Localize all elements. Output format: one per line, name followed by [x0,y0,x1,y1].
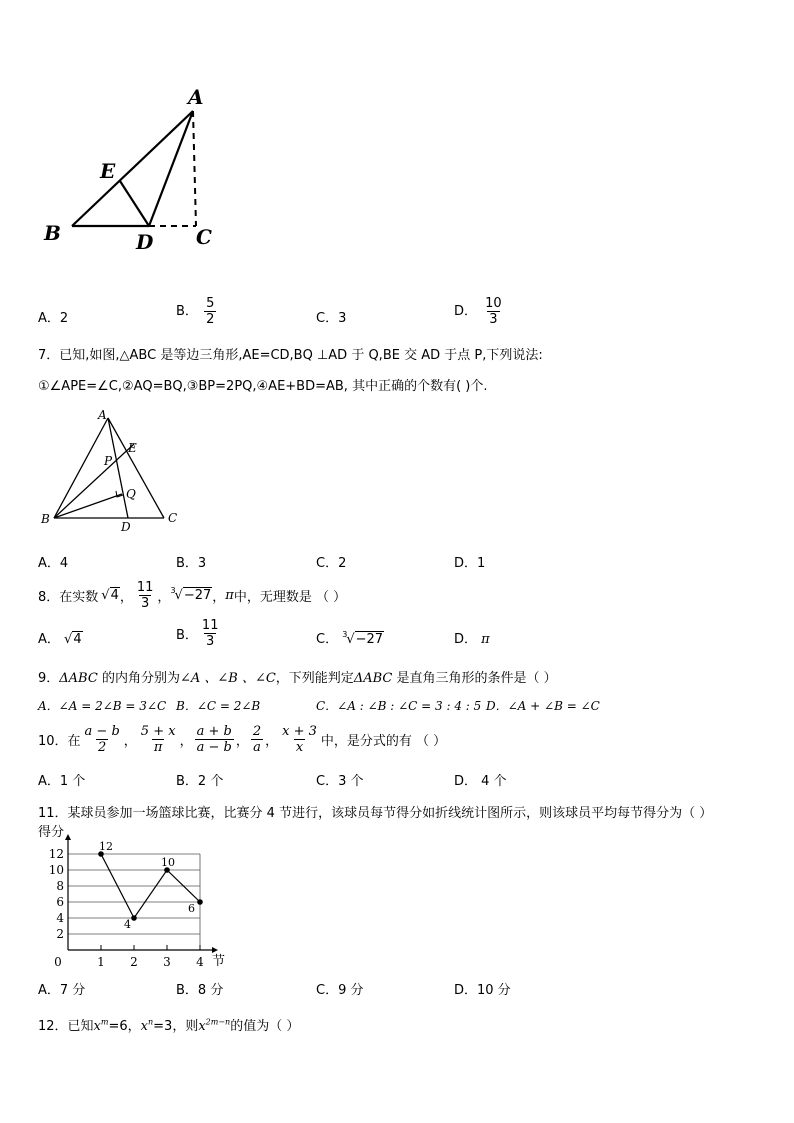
triangle-abc: ΔABC [353,671,393,686]
variable-x: x [93,1019,101,1034]
y-axis-arrow [65,834,71,840]
numerator: 11 [201,618,219,633]
q8-option-b[interactable] [176,618,222,649]
x-tick-label: 3 [163,955,171,969]
stem-text: =6， [108,1019,141,1034]
q11-stem: 11．某球员参加一场篮球比赛，比赛分 4 节进行，该球员每节得分如折线统计图所示，则该球员平均每节得分为（ ） [38,806,713,821]
y-tick-label: 10 [48,863,64,877]
q7-option-d[interactable]: D．1 [454,556,486,571]
x-axis-label: 节 [212,954,226,969]
line-chart [36,820,236,970]
x-tick-label: 1 [97,955,105,969]
fraction [204,296,216,327]
q11-option-c[interactable]: C．9 分 [316,983,364,998]
angles: ∠A 、∠B 、∠C [179,671,276,686]
data-point [197,899,203,905]
q8-stem [38,580,346,611]
stem-text: =3，则 [153,1019,199,1034]
option-prefix: B． [176,304,198,319]
option-prefix: A． [38,632,60,647]
label-c: C [196,225,212,249]
pi-symbol: π [225,588,234,603]
numerator: 5 + x [140,724,176,739]
numerator: 5 [206,296,215,311]
separator: ， [123,734,137,749]
option-value: 2 [59,311,69,326]
numerator: 11 [136,580,154,595]
numerator: a + b [196,724,232,739]
radicand: −27 [355,632,384,647]
q10-option-b[interactable]: B．2 个 [176,774,224,789]
fraction-11-3 [135,580,156,611]
numerator: 10 [485,296,502,311]
q8-option-d[interactable] [454,628,490,647]
label-p: P [104,454,113,468]
stem-suffix: 中，是分式的有 （ ） [320,734,447,749]
variable-x: x [140,1019,148,1034]
label-e: E [100,159,116,183]
data-label: 4 [124,918,131,931]
data-label: 12 [99,840,113,853]
option-prefix: C． [316,632,339,647]
separator: ， [235,734,249,749]
q8-option-c[interactable] [316,628,384,647]
q6-option-d[interactable] [454,296,506,327]
option-prefix: B． [176,628,198,643]
q9-option-a[interactable]: A．∠A = 2∠B = 3∠C [38,699,167,713]
label-d: D [136,230,154,254]
x-axis-arrow [212,947,218,953]
separator: ， [212,590,226,605]
data-label: 6 [188,902,195,915]
label-d: D [121,520,131,534]
radicand: 4 [110,588,119,603]
numerator: x + 3 [282,724,317,739]
radicand: 4 [73,632,82,647]
stem-text: 是直角三角形的条件是（ ） [392,671,557,686]
x-tick-label: 2 [130,955,138,969]
stem-suffix: 的值为（ ） [230,1019,300,1034]
q7-option-a[interactable]: A．4 [38,556,69,571]
numerator: 2 [252,724,262,739]
q6-option-c[interactable] [316,307,346,326]
separator: ， [179,734,193,749]
fraction-4 [251,724,263,755]
numerator: a − b [84,724,120,739]
q11-option-b[interactable]: B．8 分 [176,983,224,998]
label-c: C [168,511,178,525]
exponent: 2m−n [205,1017,231,1027]
stem-text: ，下列能判定 [275,671,354,686]
cbrt-neg27: $^3$√−27 [170,586,212,603]
label-a: A [188,85,204,109]
pi-symbol: π [481,632,490,647]
variable-x: x [198,1019,206,1034]
fraction-11-3 [200,618,221,649]
fraction-3 [195,724,234,755]
sqrt-4: √4 [64,632,82,647]
q8-option-a[interactable] [38,628,83,647]
option-prefix: D． [454,632,478,647]
stem-prefix: 10．在 [38,734,81,749]
stem-number: 9． [38,671,60,686]
stem-text: 的内角分别为 [97,671,180,686]
q7-option-b[interactable]: B．3 [176,556,207,571]
fraction [483,296,504,327]
x-tick-label: 4 [196,955,204,969]
stem-prefix: 8．在实数 [38,590,99,605]
exponent: m [100,1017,109,1027]
q7-option-c[interactable]: C．2 [316,556,347,571]
triangle-abc: ΔABC [59,671,98,686]
label-b: B [41,512,50,526]
exponent: n [148,1017,154,1027]
separator: ， [265,734,279,749]
data-label: 10 [161,856,175,869]
option-prefix: A． [38,311,60,326]
triangle-figure-abc [36,82,226,262]
y-tick-label: 12 [48,847,64,861]
fraction-2 [139,724,178,755]
q6-option-a[interactable] [38,307,68,326]
label-a: A [98,408,107,422]
stem-prefix: 12．已知 [38,1019,94,1034]
q6-option-b[interactable] [176,296,218,327]
option-prefix: D． [454,304,478,319]
q7-stem-line1: 7．已知,如图,△ABC 是等边三角形,AE=CD,BQ ⊥AD 于 Q,BE 交 AD 于点 P,下列说法: [38,348,543,363]
q9-option-c[interactable]: C．∠A : ∠B : ∠C = 3 : 4 : 5 [316,699,482,713]
cbrt-neg27: $^3$√−27 [342,630,384,647]
separator: ， [157,590,171,605]
q10-option-c[interactable]: C．3 个 [316,774,364,789]
y-tick-label: 4 [56,911,64,925]
q11-option-a[interactable]: A．7 分 [38,983,86,998]
denominator: 3 [489,312,498,327]
y-axis-label: 得分 [38,825,65,840]
stem-suffix: 中，无理数是 （ ） [233,590,347,605]
q9-stem [38,667,557,686]
q7-stem-line2: ①∠APE=∠C,②AQ=BQ,③BP=2PQ,④AE+BD=AB, 其中正确的个数有( )个. [38,379,488,394]
radicand: −27 [183,588,212,603]
denominator: 3 [206,634,215,649]
fraction-1 [83,724,122,755]
q9-option-b[interactable]: B．∠C = 2∠B [176,699,261,713]
denominator: π [153,740,163,755]
data-point [131,915,137,921]
q10-option-d[interactable]: D． 4 个 [454,774,507,789]
denominator: 3 [141,596,150,611]
option-prefix: C． [316,311,339,326]
denominator: a [253,740,261,755]
root-index: 3 [342,630,348,639]
equilateral-triangle-figure [36,404,196,540]
label-e: E [128,441,137,455]
root-index: 3 [170,586,176,595]
y-tick-label: 2 [56,927,64,941]
option-value: 3 [338,311,347,326]
label-b: B [44,221,61,245]
q9-option-d[interactable]: D．∠A + ∠B = ∠C [486,699,600,713]
denominator: 2 [206,312,215,327]
y-tick-label: 6 [56,895,64,909]
separator: ， [119,590,133,605]
label-q: Q [126,487,136,501]
sqrt-4: √4 [101,588,119,603]
denominator: 2 [98,740,107,755]
x-tick-label: 0 [54,955,62,969]
fraction-5 [280,724,319,755]
q10-option-a[interactable]: A．1 个 [38,774,86,789]
q10-stem [38,724,446,755]
q12-stem [38,1015,299,1034]
y-tick-label: 8 [56,879,64,893]
denominator: x [295,740,304,755]
denominator: a − b [196,740,232,755]
q11-option-d[interactable]: D．10 分 [454,983,511,998]
